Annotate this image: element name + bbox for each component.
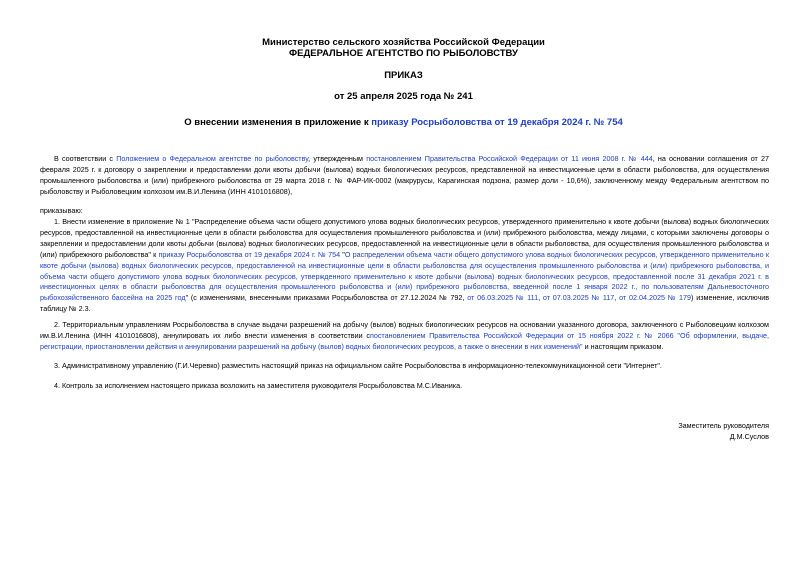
preamble-text-3: , на основании соглашения от 27 февраля 2025 г. к договору о закреплении и предоставлении доли квоты добычи (вылова) водных биологических ресурсов, представленной на инвестиционные цели в области рыболовства, для осуществления промышленного рыболовства и (или) прибрежного рыболовства от 29 марта 2018 г. № ФАР-ИК-0002 (макрурусы, Карагинская подзона, размер доли - 10,6%), заключенному между Федеральным агентством по рыболовству и Рыболовецким колхозом им.В.И.Ленина (ИНН 4101016808), [40, 154, 770, 196]
item-2-text-2: и настоящим приказом. [582, 341, 664, 351]
item-1-text-1: 1. Внести изменение в приложение № 1 "Распределение объема части общего допустимого улова водных биологических ресурсов, утвержденного применительно к квоте добычи (вылова) водных биологических ресурсов, предоставленной на инвестиционные цели в области рыболовства для осуществления промышленного рыболовства и (или) прибрежного рыболовства, между лицами, с которыми заключены договоры о закреплении и предоставлении доли квоты добычи (вылова) водных биологических ресурсов, предоставленной на инвестиционные цели в области рыболовства, для осуществления промышленного рыболовства и (или) прибрежного рыболовства" к [40, 217, 769, 259]
item-4-paragraph: 4. Контроль за исполнением настоящего приказа возложить на заместителя руководителя Росрыболовства М.С.Иваника. [54, 381, 463, 390]
item-2-text-1: 2. Территориальным управлениям Росрыболовства в случае выдачи разрешений на добычу (вылов) водных биологических ресурсов на основании указанного договора, заключенного с Рыболовецким колхозом им.В.И.Ленина (ИНН 4101016808), аннулировать их либо внести изменения в соответствии с [40, 320, 769, 340]
resolution-2066-link[interactable]: постановлением Правительства Российской Федерации от 15 ноября 2022 г. № 2066 "Об оформлении, выдаче, регистрации, приостановлении действия и аннулировании разрешений на добычу (вылов) водных биологических ресурсов, а также о внесении в них изменений" [40, 330, 769, 351]
preamble-paragraph [40, 154, 769, 198]
item-1-paragraph [40, 217, 769, 315]
order-754-title-link[interactable]: О распределении объема части общего допустимого улова водных биологических ресурсов, утвержденного применительно к квоте добычи (вылова) водных биологических ресурсов, предоставленной на инвестиционные цели в области рыболовства для осуществления промышленного рыболовства и (или) прибрежного рыболовства, и объема части общего допустимого улова водных биологических ресурсов, утвержденного применительно к квоте добычи (вылова) водных биологических ресурсов, предоставленной после 31 декабря 2021 г. в инвестиционных целях в области рыболовства для осуществления промышленного рыболовства и (или) прибрежного рыболовства, введенной после 1 января 2022 г., по пользователям Дальневосточного рыбохозяйственного бассейна на 2025 год [40, 249, 769, 303]
title-order-link[interactable]: приказу Росрыболовства от 19 декабря 2024 г. № 754 [371, 117, 623, 128]
item-1-text-2: " [340, 249, 345, 259]
order-111-link[interactable]: от 06.03.2025 № 111 [467, 293, 539, 303]
order-179-link[interactable]: от 02.04.2025 № 179 [619, 293, 692, 303]
document-date-number: от 25 апреля 2025 года № 241 [334, 91, 473, 102]
regulation-link[interactable]: Положением о Федеральном агентстве по рыболовству [116, 154, 309, 163]
order-754-link[interactable]: приказу Росрыболовства от 19 декабря 2024 г. № 754 [158, 249, 341, 259]
signature-position: Заместитель руководителя [678, 421, 769, 430]
preamble-text-1: В соответствии с [54, 154, 117, 163]
title-text: О внесении изменения в приложение к [184, 117, 372, 128]
order-117-link[interactable]: от 07.03.2025 № 117 [542, 293, 615, 303]
item-1-text-5: , [614, 293, 620, 303]
order-word: приказываю: [40, 206, 83, 215]
item-3-paragraph: 3. Административному управлению (Г.И.Черевко) разместить настоящий приказ на официальном сайте Росрыболовства в информационно-телекоммуникационной сети "Интернет". [54, 361, 662, 370]
document-type: ПРИКАЗ [384, 70, 423, 81]
government-resolution-link[interactable]: постановлением Правительства Российской Федерации от 11 июня 2008 г. № 444 [366, 154, 653, 163]
signature-name: Д.М.Суслов [729, 432, 769, 441]
item-1-text-6: ) изменение, исключив таблицу № 2.3. [40, 293, 770, 314]
ministry-name: Министерство сельского хозяйства Российской Федерации [262, 37, 545, 48]
document-title [0, 117, 807, 128]
item-2-paragraph [40, 320, 769, 353]
item-1-text-3: " (с изменениями, внесенными приказами Росрыболовства от 27.12.2024 № 792, [185, 293, 468, 303]
preamble-text-2: , утвержденным [308, 154, 367, 163]
item-1-text-4: , [538, 293, 543, 303]
agency-name: ФЕДЕРАЛЬНОЕ АГЕНТСТВО ПО РЫБОЛОВСТВУ [289, 48, 518, 59]
